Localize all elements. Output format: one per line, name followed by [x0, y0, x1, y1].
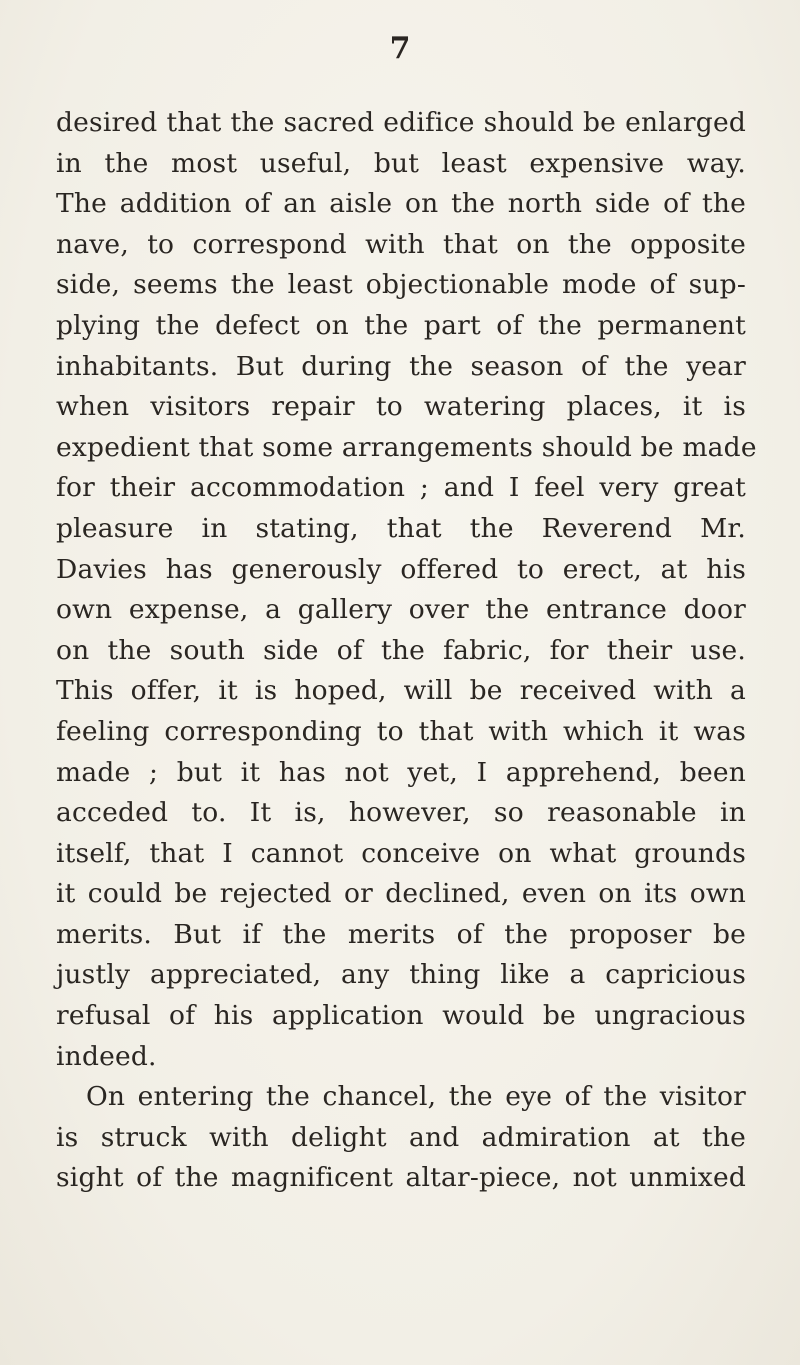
- text-line: justly appreciated, any thing like a capricious: [56, 959, 746, 991]
- text-line: made ; but it has not yet, I apprehend, been: [56, 756, 746, 788]
- text-line: for their accommodation ; and I feel very great: [56, 472, 746, 504]
- text-line: inhabitants. But during the season of the year: [56, 350, 746, 382]
- paragraph: [56, 1077, 746, 1199]
- body-text: [56, 103, 757, 1199]
- text-line: plying the defect on the part of the permanent: [56, 309, 746, 341]
- text-line: it could be rejected or declined, even on its own: [56, 878, 746, 910]
- text-line: expedient that some arrangements should be made: [56, 431, 757, 463]
- text-line: pleasure in stating, that the Reverend Mr.: [56, 512, 746, 544]
- text-line: is struck with delight and admiration at the: [56, 1121, 746, 1153]
- text-line: feeling corresponding to that with which it was: [56, 715, 746, 747]
- text-line: sight of the magnificent altar-piece, not unmixed: [56, 1162, 746, 1194]
- text-line: own expense, a gallery over the entrance door: [56, 594, 746, 626]
- page-number: 7: [389, 31, 411, 66]
- text-line: itself, that I cannot conceive on what grounds: [56, 837, 746, 869]
- text-line: in the most useful, but least expensive way.: [56, 147, 746, 179]
- text-line: on the south side of the fabric, for their use.: [56, 634, 746, 666]
- text-line: This offer, it is hoped, will be received with a: [56, 675, 746, 707]
- text-line: nave, to correspond with that on the opposite: [56, 228, 746, 260]
- text-line: merits. But if the merits of the proposer be: [56, 918, 746, 950]
- text-line: side, seems the least objectionable mode of sup-: [56, 269, 746, 301]
- text-line: acceded to. It is, however, so reasonable in: [56, 797, 746, 829]
- paragraph: [56, 103, 757, 1077]
- text-line: refusal of his application would be ungracious: [56, 1000, 746, 1032]
- text-line: On entering the chancel, the eye of the visitor: [86, 1081, 746, 1113]
- text-line: indeed.: [56, 1040, 157, 1072]
- text-line: Davies has generously offered to erect, at his: [56, 553, 746, 585]
- text-line: desired that the sacred edifice should be enlarged: [56, 107, 746, 138]
- text-line: The addition of an aisle on the north side of the: [56, 188, 746, 220]
- text-line: when visitors repair to watering places, it is: [56, 391, 746, 423]
